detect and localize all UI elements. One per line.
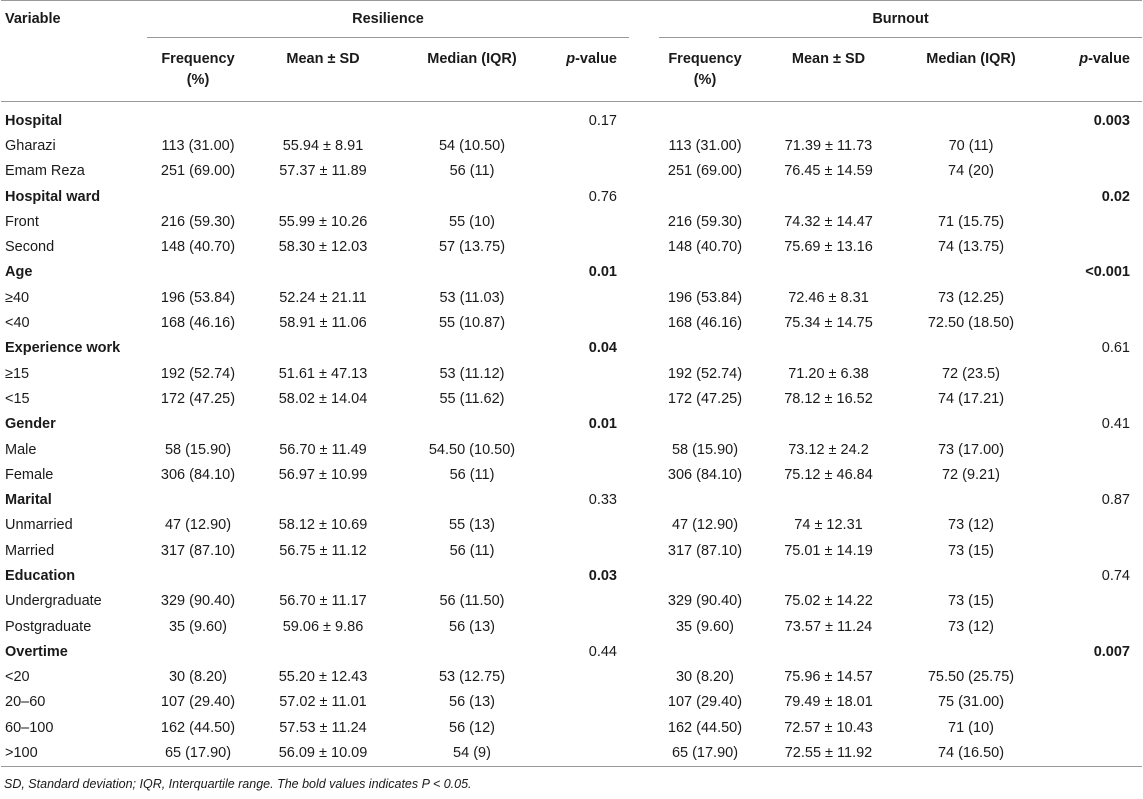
burnout-median-iqr: 72.50 (18.50): [927, 315, 1015, 332]
resilience-frequency: 251 (69.00): [160, 163, 236, 180]
burnout-median-iqr: 75.50 (25.75): [927, 669, 1015, 686]
bur-p-header: p-value: [1036, 38, 1142, 102]
resilience-p-value: 0.01: [588, 264, 617, 281]
resilience-median-iqr: 54 (9): [397, 740, 547, 766]
resilience-p-value: 0.01: [588, 416, 617, 433]
table-body: [1, 102, 1142, 767]
resilience-mean-sd: 57.37 ± 11.89: [279, 163, 367, 180]
resilience-median-iqr: 55 (13): [449, 517, 495, 534]
burnout-frequency: 47 (12.90): [671, 517, 739, 534]
category-row: [1, 412, 1142, 437]
bur-median-header: Median (IQR): [906, 38, 1036, 102]
res-p-header: p-value: [547, 38, 629, 102]
burnout-group-header: Burnout: [659, 1, 1142, 38]
resilience-frequency: 196 (53.84): [160, 289, 236, 306]
burnout-frequency: 329 (90.40): [667, 593, 743, 610]
resilience-median-iqr: 56 (11): [449, 163, 495, 180]
burnout-median-iqr: 72 (9.21): [941, 466, 1001, 483]
resilience-p-value: 0.33: [588, 492, 617, 509]
burnout-p-value: 0.87: [1101, 492, 1130, 509]
burnout-median-iqr: 73 (12): [948, 517, 994, 534]
burnout-frequency: 196 (53.84): [667, 289, 743, 306]
burnout-mean-sd: 73.57 ± 11.24: [784, 618, 873, 635]
resilience-p-value: 0.17: [588, 112, 617, 129]
table-row: [1, 665, 1142, 690]
table-row: [1, 740, 1142, 766]
burnout-frequency: 168 (46.16): [667, 315, 743, 332]
resilience-frequency: 30 (8.20): [168, 669, 228, 686]
row-label: Married: [5, 542, 55, 559]
category-row: [1, 487, 1142, 512]
row-label: Second: [5, 239, 55, 256]
resilience-frequency: 107 (29.40): [160, 694, 236, 711]
resilience-frequency: 306 (84.10): [160, 466, 236, 483]
burnout-frequency: 35 (9.60): [675, 618, 735, 635]
category-row: [1, 184, 1142, 209]
variable-header: Variable: [1, 1, 147, 38]
row-label: <20: [5, 669, 30, 686]
row-label: ≥15: [5, 365, 30, 382]
burnout-median-iqr: 74 (16.50): [906, 740, 1036, 766]
burnout-mean-sd: 79.49 ± 18.01: [784, 694, 873, 711]
resilience-frequency: 148 (40.70): [160, 239, 236, 256]
category-label: Marital: [5, 492, 52, 509]
table-footnote: SD, Standard deviation; IQR, Interquartile range. The bold values indicates P < 0.05.: [4, 777, 472, 791]
resilience-median-iqr: 57 (13.75): [438, 239, 506, 256]
burnout-frequency: 113 (31.00): [668, 137, 742, 154]
burnout-median-iqr: 74 (20): [948, 163, 994, 180]
burnout-median-iqr: 73 (15): [948, 593, 994, 610]
burnout-frequency: 251 (69.00): [667, 163, 743, 180]
table-row: [1, 209, 1142, 234]
burnout-p-value: 0.74: [1101, 567, 1130, 584]
resilience-mean-sd: 58.02 ± 14.04: [278, 390, 368, 407]
burnout-mean-sd: 75.69 ± 13.16: [784, 239, 873, 256]
resilience-mean-sd: 55.99 ± 10.26: [278, 213, 368, 230]
bur-frequency-header: Frequency (%): [659, 38, 751, 102]
burnout-mean-sd: 76.45 ± 14.59: [784, 163, 873, 180]
resilience-frequency: 192 (52.74): [160, 365, 236, 382]
table-row: [1, 361, 1142, 386]
resilience-frequency: 172 (47.25): [160, 390, 236, 407]
category-row: [1, 563, 1142, 588]
burnout-frequency: 172 (47.25): [667, 390, 743, 407]
resilience-frequency: 113 (31.00): [161, 137, 235, 154]
resilience-frequency: 216 (59.30): [160, 213, 236, 230]
burnout-p-value: 0.003: [1093, 112, 1130, 129]
resilience-frequency: 65 (17.90): [147, 740, 249, 766]
resilience-p-value: 0.44: [588, 643, 617, 660]
category-label: Age: [5, 264, 33, 281]
row-label: Unmarried: [5, 517, 73, 534]
resilience-mean-sd: 55.94 ± 8.91: [282, 137, 364, 154]
resilience-median-iqr: 53 (11.03): [439, 289, 505, 306]
resilience-mean-sd: 58.30 ± 12.03: [278, 239, 368, 256]
table-row: [1, 690, 1142, 715]
row-label: Gharazi: [5, 137, 56, 154]
burnout-frequency: 216 (59.30): [667, 213, 743, 230]
burnout-frequency: 65 (17.90): [659, 740, 751, 766]
resilience-mean-sd: 56.70 ± 11.17: [279, 593, 367, 610]
burnout-mean-sd: 71.39 ± 11.73: [784, 137, 873, 154]
row-label: 60–100: [5, 719, 54, 736]
row-label: >100: [1, 740, 147, 766]
burnout-mean-sd: 75.34 ± 14.75: [784, 315, 873, 332]
burnout-median-iqr: 71 (15.75): [937, 213, 1005, 230]
res-mean-header: Mean ± SD: [249, 38, 397, 102]
row-label: Male: [5, 441, 37, 458]
category-row: [1, 336, 1142, 361]
row-label: ≥40: [5, 289, 30, 306]
burnout-frequency: 30 (8.20): [675, 669, 735, 686]
table-row: [1, 234, 1142, 259]
burnout-mean-sd: 72.57 ± 10.43: [784, 719, 873, 736]
category-label: Hospital ward: [5, 188, 101, 205]
burnout-frequency: 317 (87.10): [667, 542, 743, 559]
category-row: [1, 102, 1142, 134]
table-row: [1, 133, 1142, 158]
row-label: <15: [5, 390, 30, 407]
burnout-mean-sd: 75.01 ± 14.19: [784, 542, 873, 559]
burnout-mean-sd: 75.96 ± 14.57: [784, 669, 873, 686]
resilience-frequency: 317 (87.10): [160, 542, 236, 559]
resilience-mean-sd: 58.91 ± 11.06: [279, 315, 367, 332]
table-row: [1, 614, 1142, 639]
burnout-median-iqr: 73 (12): [948, 618, 994, 635]
burnout-frequency: 192 (52.74): [667, 365, 743, 382]
burnout-median-iqr: 73 (12.25): [937, 289, 1005, 306]
category-label: Education: [5, 567, 76, 584]
row-label: Undergraduate: [5, 593, 102, 610]
burnout-median-iqr: 73 (17.00): [937, 441, 1005, 458]
burnout-median-iqr: 73 (15): [948, 542, 994, 559]
burnout-p-value: <0.001: [1085, 264, 1130, 281]
resilience-mean-sd: 56.75 ± 11.12: [279, 542, 367, 559]
burnout-mean-sd: 71.20 ± 6.38: [788, 365, 869, 382]
resilience-group-header: Resilience: [147, 1, 629, 38]
row-label: Female: [5, 466, 54, 483]
burnout-frequency: 58 (15.90): [671, 441, 739, 458]
burnout-p-value: 0.007: [1093, 643, 1130, 660]
row-label: <40: [5, 315, 30, 332]
burnout-frequency: 107 (29.40): [667, 694, 743, 711]
header-row-groups: [1, 1, 1142, 38]
resilience-mean-sd: 52.24 ± 21.11: [279, 289, 367, 306]
table-row: [1, 513, 1142, 538]
table-row: [1, 715, 1142, 740]
table-row: [1, 285, 1142, 310]
resilience-mean-sd: 58.12 ± 10.69: [278, 517, 368, 534]
burnout-median-iqr: 74 (13.75): [937, 239, 1005, 256]
table-row: [1, 159, 1142, 184]
resilience-mean-sd: 57.53 ± 11.24: [279, 719, 367, 736]
category-label: Overtime: [5, 643, 68, 660]
resilience-frequency: 162 (44.50): [160, 719, 236, 736]
row-label: Emam Reza: [5, 163, 85, 180]
resilience-median-iqr: 56 (11): [449, 542, 495, 559]
resilience-frequency: 168 (46.16): [160, 315, 236, 332]
resilience-median-iqr: 55 (11.62): [439, 390, 505, 407]
resilience-median-iqr: 54 (10.50): [438, 137, 506, 154]
resilience-median-iqr: 56 (11): [449, 466, 495, 483]
burnout-frequency: 162 (44.50): [667, 719, 743, 736]
burnout-mean-sd: 74 ± 12.31: [794, 517, 863, 534]
table-row: [1, 437, 1142, 462]
category-row: [1, 260, 1142, 285]
resilience-median-iqr: 53 (11.12): [439, 365, 505, 382]
results-table: [1, 0, 1142, 767]
resilience-median-iqr: 55 (10.87): [438, 315, 506, 332]
burnout-p-value: 0.41: [1101, 416, 1130, 433]
burnout-mean-sd: 72.55 ± 11.92: [751, 740, 906, 766]
burnout-mean-sd: 78.12 ± 16.52: [784, 390, 873, 407]
burnout-mean-sd: 73.12 ± 24.2: [788, 441, 869, 458]
resilience-p-value: 0.04: [588, 340, 617, 357]
row-label: Postgraduate: [5, 618, 92, 635]
resilience-mean-sd: 56.97 ± 10.99: [278, 466, 368, 483]
resilience-median-iqr: 56 (13): [449, 694, 495, 711]
resilience-median-iqr: 56 (12): [449, 719, 495, 736]
burnout-median-iqr: 75 (31.00): [937, 694, 1005, 711]
category-label: Gender: [5, 416, 56, 433]
resilience-mean-sd: 59.06 ± 9.86: [282, 618, 364, 635]
resilience-frequency: 58 (15.90): [164, 441, 232, 458]
burnout-median-iqr: 71 (10): [948, 719, 994, 736]
resilience-frequency: 35 (9.60): [168, 618, 228, 635]
category-row: [1, 639, 1142, 664]
burnout-mean-sd: 74.32 ± 14.47: [784, 213, 873, 230]
resilience-median-iqr: 54.50 (10.50): [428, 441, 516, 458]
resilience-mean-sd: 51.61 ± 47.13: [278, 365, 368, 382]
bur-mean-header: Mean ± SD: [751, 38, 906, 102]
resilience-p-value: 0.03: [588, 567, 617, 584]
resilience-median-iqr: 55 (10): [449, 213, 495, 230]
resilience-p-value: 0.76: [588, 188, 617, 205]
resilience-median-iqr: 56 (13): [449, 618, 495, 635]
burnout-p-value: 0.61: [1101, 340, 1130, 357]
resilience-frequency: 47 (12.90): [164, 517, 232, 534]
burnout-frequency: 306 (84.10): [667, 466, 743, 483]
category-label: Hospital: [5, 112, 63, 129]
table-row: [1, 462, 1142, 487]
res-frequency-header: Frequency (%): [147, 38, 249, 102]
resilience-mean-sd: 56.70 ± 11.49: [279, 441, 367, 458]
resilience-mean-sd: 56.09 ± 10.09: [249, 740, 397, 766]
resilience-mean-sd: 55.20 ± 12.43: [278, 669, 368, 686]
burnout-p-value: 0.02: [1101, 188, 1130, 205]
category-label: Experience work: [5, 340, 121, 357]
burnout-median-iqr: 70 (11): [948, 137, 994, 154]
table-row: [1, 386, 1142, 411]
table-row: [1, 310, 1142, 335]
resilience-frequency: 329 (90.40): [160, 593, 236, 610]
burnout-mean-sd: 75.12 ± 46.84: [784, 466, 873, 483]
resilience-median-iqr: 56 (11.50): [439, 593, 505, 610]
row-label: Front: [5, 213, 39, 230]
burnout-mean-sd: 72.46 ± 8.31: [788, 289, 869, 306]
resilience-median-iqr: 53 (12.75): [438, 669, 506, 686]
header-row-columns: [1, 38, 1142, 102]
res-median-header: Median (IQR): [397, 38, 547, 102]
burnout-mean-sd: 75.02 ± 14.22: [784, 593, 873, 610]
burnout-frequency: 148 (40.70): [667, 239, 743, 256]
resilience-mean-sd: 57.02 ± 11.01: [279, 694, 367, 711]
table-row: [1, 589, 1142, 614]
burnout-median-iqr: 72 (23.5): [941, 365, 1001, 382]
burnout-median-iqr: 74 (17.21): [937, 390, 1005, 407]
table-row: [1, 538, 1142, 563]
row-label: 20–60: [5, 694, 46, 711]
